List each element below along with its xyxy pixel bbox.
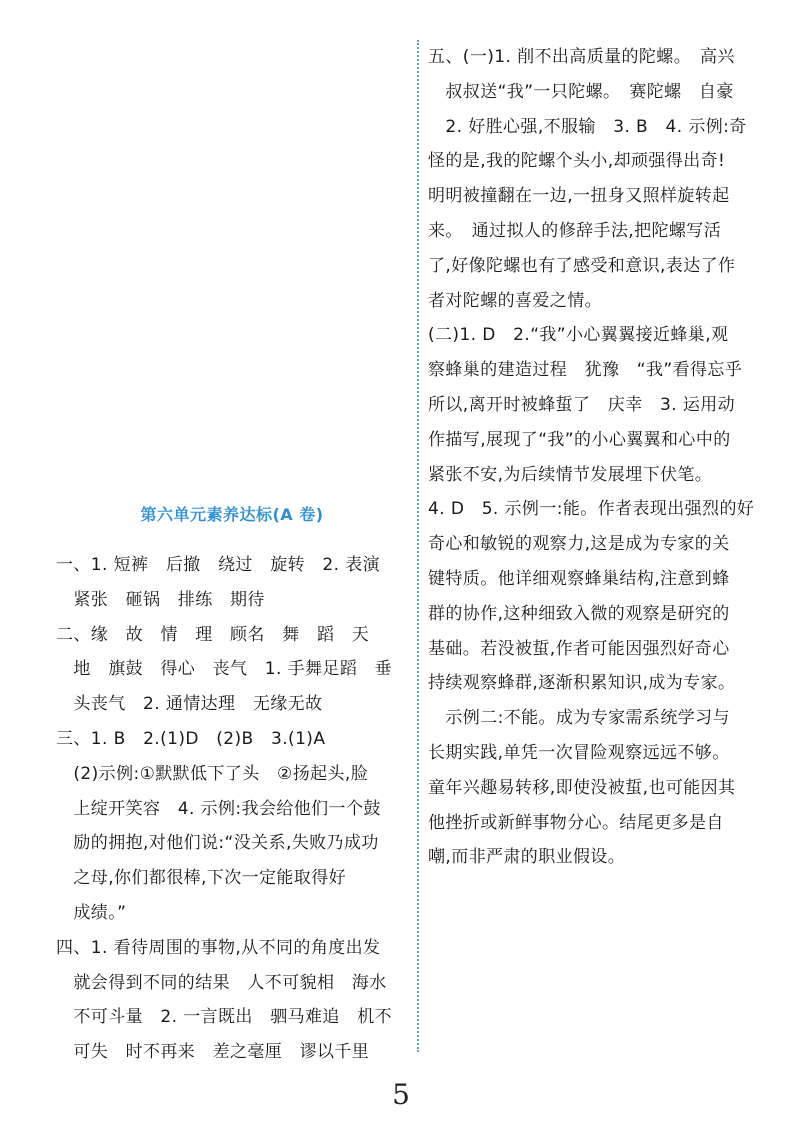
answer-line: 励的拥抱,对他们说:“没关系,失败乃成功: [56, 833, 379, 854]
answer-line: 群的协作,这种细致入微的观察是研究的: [428, 603, 730, 624]
answer-line: 明明被撞翻在一边,一扭身又照样旋转起: [428, 186, 730, 207]
answer-line: 嘲,而非严肃的职业假设。: [428, 847, 626, 868]
section-title: 第六单元素养达标(A 卷): [140, 505, 324, 524]
answer-line: 不可斗量 2. 一言既出 驷马难追 机不: [56, 1007, 393, 1028]
answer-line: 成绩。”: [56, 902, 127, 923]
answer-line: 四、1. 看待周围的事物,从不同的角度出发: [56, 937, 381, 958]
answer-line: 一、1. 短裤 后撤 绕过 旋转 2. 表演: [56, 555, 381, 575]
answer-line: 长期实践,单凭一次冒险观察远远不够。: [428, 742, 730, 763]
answer-line: 五、(一)1. 削不出高质量的陀螺。 高兴: [428, 47, 735, 67]
answer-line: 叔叔送“我”一只陀螺。 赛陀螺 自豪: [428, 81, 734, 102]
answer-line: 就会得到不同的结果 人不可貌相 海水: [56, 972, 387, 993]
answer-line: 之母,你们都很棒,下次一定能取得好: [56, 868, 347, 889]
left-answer-column: [56, 548, 408, 1070]
answer-line: 怪的是,我的陀螺个头小,却顽强得出奇!: [428, 151, 726, 172]
answer-line: 示例二:不能。成为专家需系统学习与: [428, 708, 730, 729]
answer-line: 上绽开笑容 4. 示例:我会给他们一个鼓: [56, 798, 381, 819]
answer-line: 可失 时不再来 差之毫厘 谬以千里: [56, 1042, 370, 1063]
answer-line: 所以,离开时被蜂蜇了 庆幸 3. 运用动: [428, 394, 736, 415]
answer-line: 察蜂巢的建造过程 犹豫 “我”看得忘乎: [428, 360, 743, 381]
answer-line: 紧张 砸锅 排练 期待: [56, 589, 265, 610]
answer-line: 奇心和敏锐的观察力,这是成为专家的关: [428, 534, 730, 555]
answer-line: (二)1. D 2.“我”小心翼翼接近蜂巢,观: [428, 325, 729, 346]
answer-line: 童年兴趣易转移,即使没被蜇,也可能因其: [428, 777, 736, 798]
answer-line: 三、1. B 2.(1)D (2)B 3.(1)A: [56, 728, 326, 749]
answer-line: 地 旗鼓 得心 丧气 1. 手舞足蹈 垂: [56, 659, 393, 680]
answer-line: 2. 好胜心强,不服输 3. B 4. 示例:奇: [428, 116, 747, 137]
answer-line: 来。 通过拟人的修辞手法,把陀螺写活: [428, 220, 722, 241]
answer-line: (2)示例:①默默低下了头 ②扬起头,脸: [56, 763, 369, 784]
answer-line: 头丧气 2. 通情达理 无缘无故: [56, 694, 323, 715]
answer-line: 了,好像陀螺也有了感受和意识,表达了作: [428, 255, 736, 276]
answer-line: 二、缘 故 情 理 顾名 舞 蹈 天: [56, 624, 370, 645]
answer-line: 键特质。他详细观察蜂巢结构,注意到蜂: [428, 568, 730, 589]
answer-line: 4. D 5. 示例一:能。作者表现出强烈的好: [428, 499, 755, 520]
answer-line: 基础。若没被蜇,作者可能因强烈好奇心: [428, 638, 730, 659]
right-answer-column: [428, 40, 778, 875]
answer-line: 持续观察蜂群,逐渐积累知识,成为专家。: [428, 673, 736, 694]
answer-line: 紧张不安,为后续情节发展埋下伏笔。: [428, 464, 713, 485]
page-number: 5: [392, 1078, 410, 1111]
answer-line: 者对陀螺的喜爱之情。: [428, 290, 602, 311]
column-divider: [417, 40, 419, 1052]
answer-line: 他挫折或新鲜事物分心。结尾更多是自: [428, 812, 724, 833]
answer-line: 作描写,展现了“我”的小心翼翼和心中的: [428, 429, 731, 450]
